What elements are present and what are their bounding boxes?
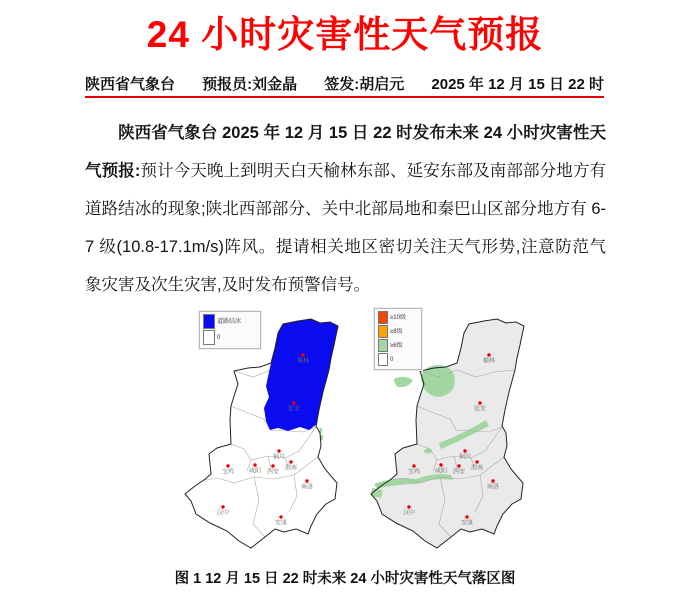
city-dot (465, 515, 468, 518)
city-label: 延安 (287, 406, 301, 413)
city-label: 铜川 (272, 454, 286, 461)
wind-gust-map (354, 300, 549, 565)
header-divider (85, 96, 604, 98)
header-row (85, 73, 604, 94)
legend-swatch (203, 330, 215, 345)
city-dot (412, 464, 415, 467)
legend-row (378, 325, 418, 338)
issue-datetime: 2025 年 12 月 15 日 22 时 (431, 76, 604, 93)
legend-swatch (378, 325, 388, 338)
city-label: 宝鸡 (221, 469, 235, 476)
legend-swatch (203, 314, 215, 329)
city-dot (292, 401, 295, 404)
city-dot (221, 505, 224, 508)
legend-swatch (378, 339, 388, 352)
city-dot (487, 353, 490, 356)
city-dot (407, 505, 410, 508)
city-dot (301, 353, 304, 356)
city-label: 安康 (274, 520, 288, 527)
city-dot (305, 479, 308, 482)
city-label: 咸阳 (434, 468, 448, 475)
city-label: 西安 (452, 469, 466, 476)
city-dot (457, 464, 460, 467)
city-dot (478, 401, 481, 404)
city-label: 宝鸡 (407, 469, 421, 476)
city-label: 榆林 (296, 358, 310, 365)
city-label: 渭南 (284, 465, 298, 472)
city-dot (271, 464, 274, 467)
gust-legend (374, 308, 422, 370)
legend-label: 0 (390, 356, 394, 363)
city-dot (475, 460, 478, 463)
city-dot (279, 515, 282, 518)
city-dot (226, 464, 229, 467)
legend-label: 0 (217, 334, 221, 341)
city-label: 商洛 (300, 484, 314, 491)
city-label: 商洛 (486, 484, 500, 491)
legend-row (203, 330, 257, 345)
legend-label: ≥6级 (390, 342, 403, 349)
forecaster-name: 预报员:刘金晶 (202, 76, 298, 93)
city-label: 延安 (473, 406, 487, 413)
forecast-paragraph (85, 114, 606, 304)
legend-label: 道路结冰 (217, 318, 242, 325)
icing-zone (264, 319, 338, 431)
issuer-name: 签发:胡启元 (324, 76, 405, 93)
city-dot (289, 460, 292, 463)
city-dot (463, 449, 466, 452)
page-title: 24 小时灾害性天气预报 (146, 14, 544, 55)
road-icing-map-svg (168, 300, 363, 565)
legend-swatch (378, 311, 388, 324)
road-icing-map (168, 300, 363, 565)
figure-caption: 图 1 12 月 15 日 22 时未来 24 小时灾害性天气落区图 (174, 571, 516, 587)
city-dot (253, 463, 256, 466)
city-dot (491, 479, 494, 482)
city-label: 西安 (266, 469, 280, 476)
legend-swatch (378, 353, 388, 366)
city-label: 汉中 (402, 510, 416, 517)
legend-row (378, 353, 418, 366)
forecast-body: 预计今天晚上到明天白天榆林东部、延安东部及南部部分地方有道路结冰的现象;陕北西部部分、关中北部局地和秦巴山区部分地方有 6-7 级(10.8-17.1m/s)阵风。提请相关地区密切关注天气形势,注意防范气象灾害及次生灾害,及时发布预警信号。 (85, 162, 607, 294)
legend-label: ≥10级 (390, 314, 406, 321)
city-label: 渭南 (470, 465, 484, 472)
city-label: 汉中 (216, 510, 230, 517)
city-label: 铜川 (458, 454, 472, 461)
city-dot (439, 463, 442, 466)
legend-row (203, 314, 257, 329)
city-label: 咸阳 (248, 468, 262, 475)
city-dot (277, 449, 280, 452)
legend-row (378, 311, 418, 324)
legend-row (378, 339, 418, 352)
icing-legend (199, 311, 261, 349)
station-name: 陕西省气象台 (85, 76, 176, 93)
legend-label: ≥8级 (390, 328, 403, 335)
city-label: 榆林 (482, 358, 496, 365)
forecast-lead: 陕西省气象台 2025 年 12 月 15 日 22 时发布未来 24 小时灾害性天气预报: (85, 124, 606, 180)
city-label: 安康 (460, 520, 474, 527)
